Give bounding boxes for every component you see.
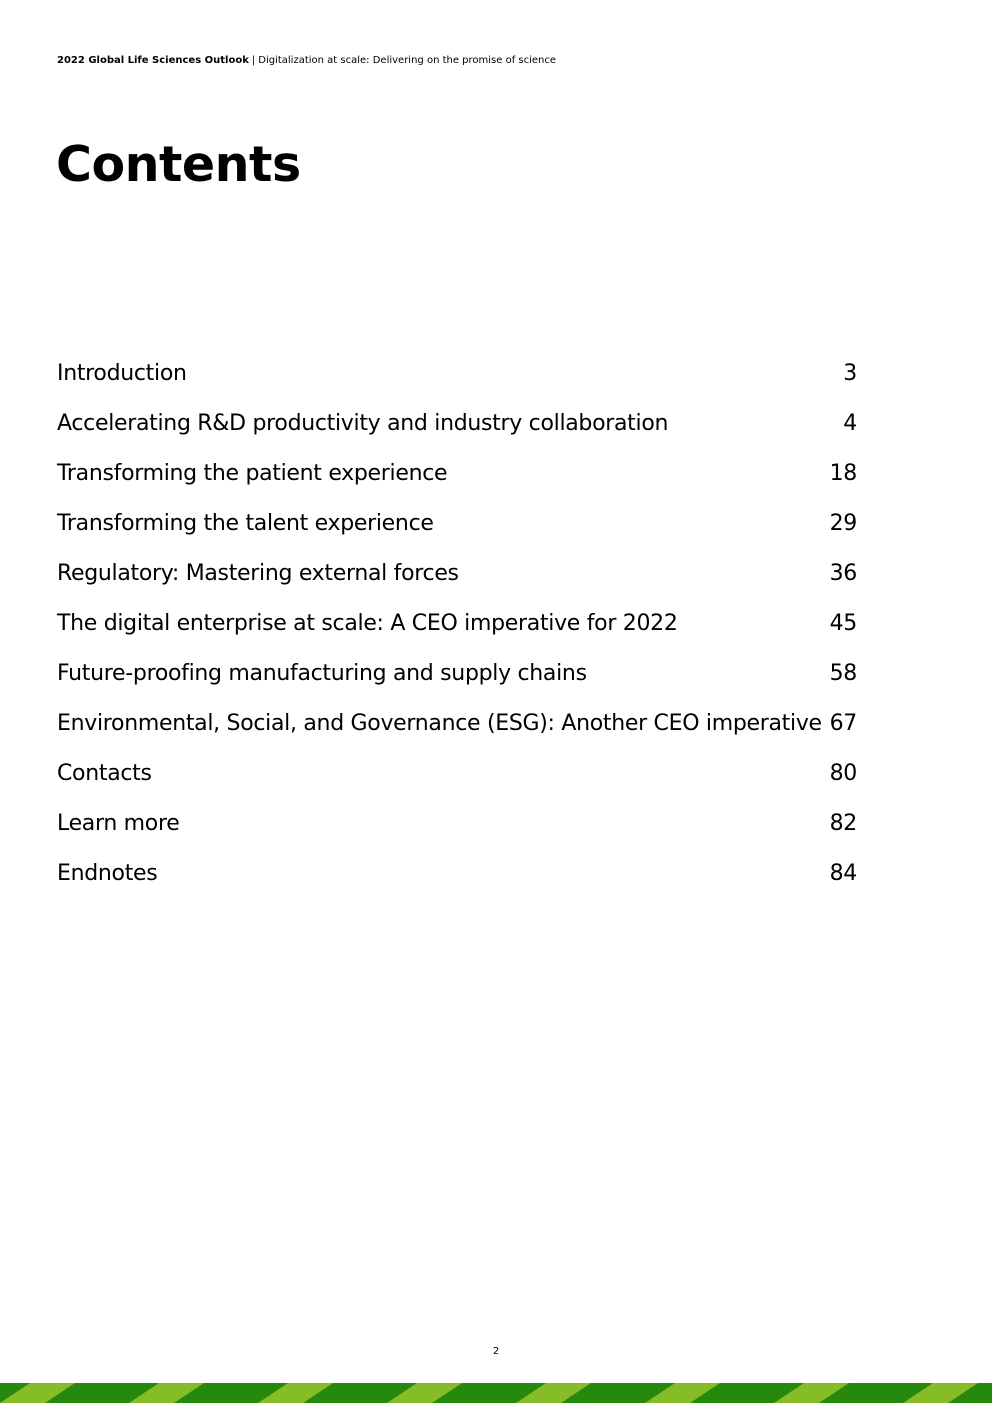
footer-stripe-decoration — [0, 1383, 992, 1403]
report-title: 2022 Global Life Sciences Outlook — [57, 55, 249, 66]
toc-entry-rd-productivity[interactable] — [57, 398, 857, 448]
toc-entry-page: 82 — [829, 810, 857, 836]
toc-entry-digital-enterprise[interactable] — [57, 598, 857, 648]
toc-entry-introduction[interactable] — [57, 348, 857, 398]
report-subtitle: Digitalization at scale: Delivering on the promise of science — [258, 55, 557, 66]
toc-entry-contacts[interactable] — [57, 748, 857, 798]
toc-entry-learn-more[interactable] — [57, 798, 857, 848]
page-number: 2 — [492, 1346, 500, 1357]
toc-entry-label: Introduction — [57, 360, 187, 386]
toc-entry-label: Learn more — [57, 810, 180, 836]
toc-entry-endnotes[interactable] — [57, 848, 857, 898]
toc-entry-page: 45 — [829, 610, 857, 636]
toc-entry-page: 3 — [843, 360, 857, 386]
toc-entry-page: 18 — [829, 460, 857, 486]
page-title: Contents — [56, 136, 301, 193]
toc-entry-esg[interactable] — [57, 698, 857, 748]
toc-entry-page: 36 — [829, 560, 857, 586]
toc-entry-label: The digital enterprise at scale: A CEO imperative for 2022 — [57, 610, 678, 636]
running-header — [57, 54, 556, 68]
toc-entry-label: Regulatory: Mastering external forces — [57, 560, 459, 586]
table-of-contents — [57, 348, 857, 898]
toc-entry-label: Accelerating R&D productivity and industry collaboration — [57, 410, 669, 436]
toc-entry-page: 29 — [829, 510, 857, 536]
toc-entry-regulatory[interactable] — [57, 548, 857, 598]
toc-entry-label: Environmental, Social, and Governance (ESG): Another CEO imperative — [57, 710, 822, 736]
toc-entry-page: 67 — [829, 710, 857, 736]
toc-entry-page: 80 — [829, 760, 857, 786]
toc-entry-page: 58 — [829, 660, 857, 686]
toc-entry-page: 84 — [829, 860, 857, 886]
toc-entry-manufacturing-supply[interactable] — [57, 648, 857, 698]
toc-entry-label: Endnotes — [57, 860, 158, 886]
header-separator: | — [251, 55, 256, 66]
toc-entry-label: Future-proofing manufacturing and supply chains — [57, 660, 587, 686]
toc-entry-talent-experience[interactable] — [57, 498, 857, 548]
toc-entry-label: Contacts — [57, 760, 152, 786]
toc-entry-label: Transforming the patient experience — [57, 460, 448, 486]
toc-entry-label: Transforming the talent experience — [57, 510, 434, 536]
toc-entry-page: 4 — [843, 410, 857, 436]
toc-entry-patient-experience[interactable] — [57, 448, 857, 498]
